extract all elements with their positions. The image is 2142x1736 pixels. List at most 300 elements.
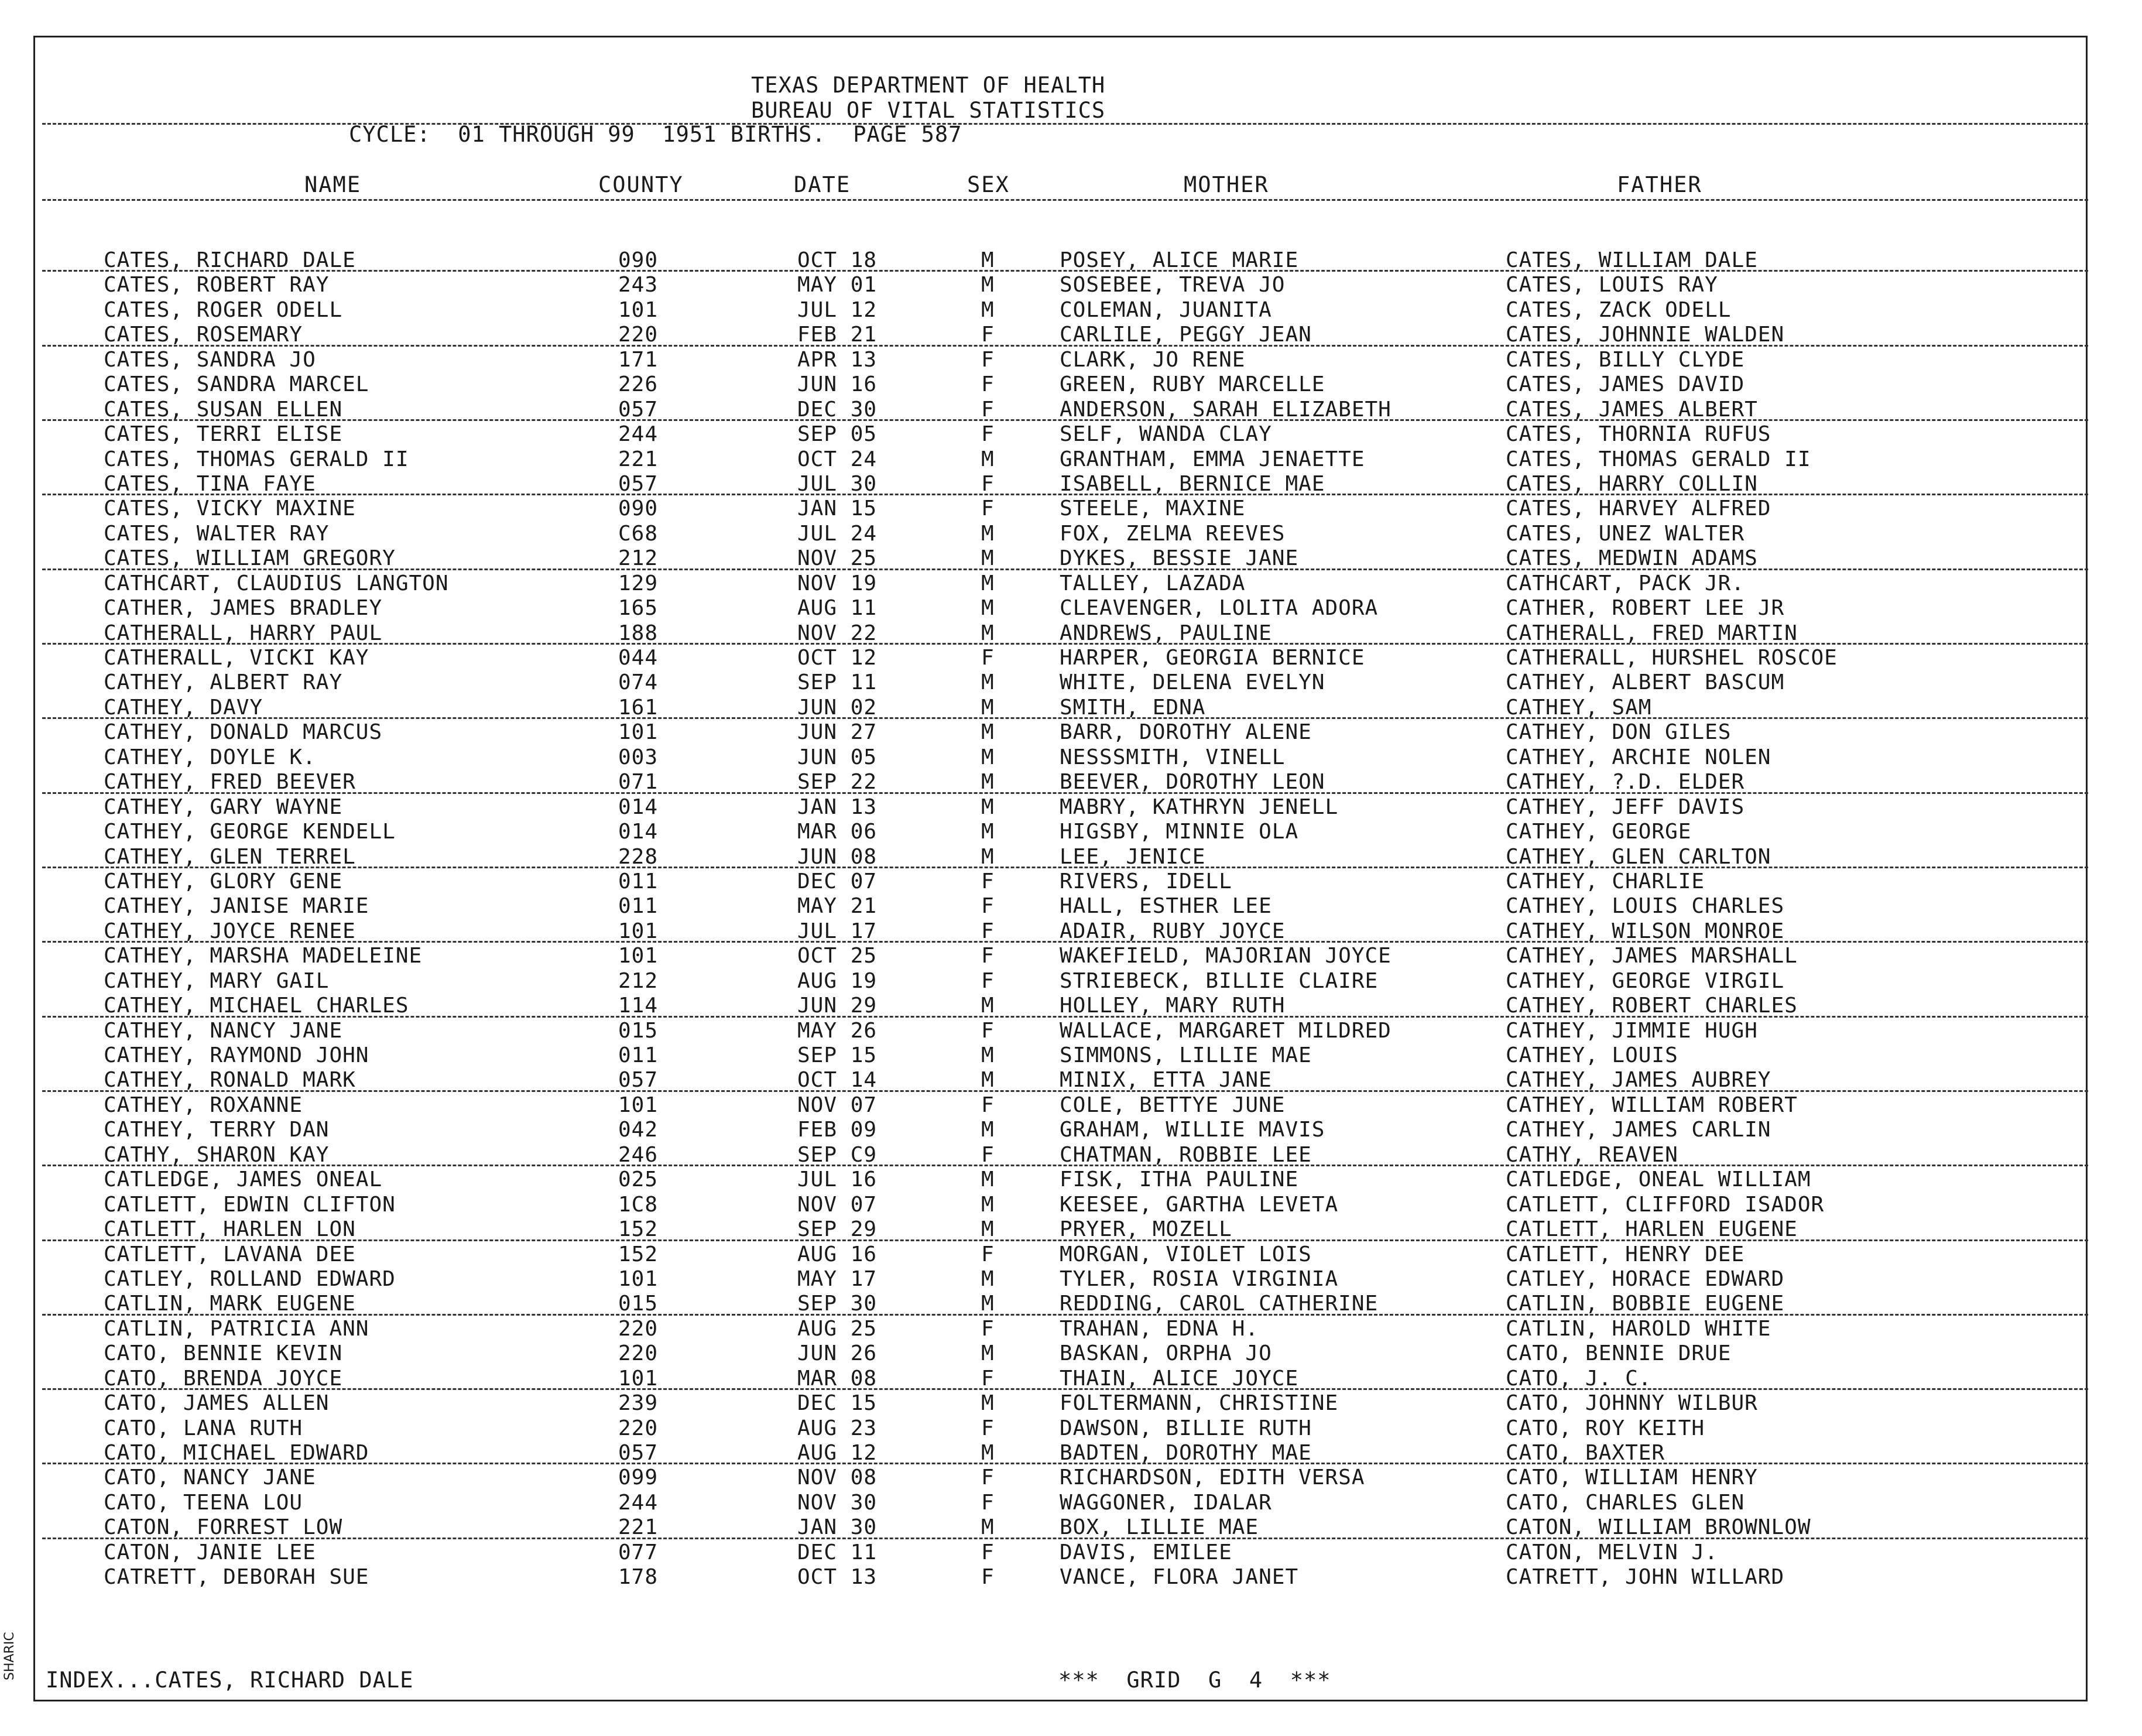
cell-sex: M: [981, 273, 995, 297]
cell-mother: BOX, LILLIE MAE: [1060, 1515, 1259, 1540]
cell-sex: M: [981, 297, 995, 322]
table-row: [0, 372, 2142, 397]
cell-father: CATHEY, JIMMIE HUGH: [1506, 1018, 1758, 1043]
cell-county: 057: [618, 1068, 659, 1093]
cell-county: 071: [618, 770, 659, 795]
cell-date: AUG 16: [797, 1242, 878, 1266]
cell-name: CATHEY, GEORGE KENDELL: [104, 820, 396, 844]
cell-name: CATHEY, MARY GAIL: [104, 968, 330, 993]
table-row: [0, 670, 2142, 695]
cell-sex: M: [981, 1292, 995, 1316]
table-row: [0, 919, 2142, 944]
cell-county: 161: [618, 695, 659, 720]
cell-date: OCT 13: [797, 1565, 878, 1590]
cell-county: 1C8: [618, 1192, 659, 1217]
column-header-name: NAME: [304, 172, 362, 197]
table-row: [0, 944, 2142, 968]
cell-name: CATO, TEENA LOU: [104, 1490, 303, 1515]
cell-mother: GREEN, RUBY MARCELLE: [1060, 372, 1325, 397]
table-row: [0, 1068, 2142, 1093]
cell-date: JUN 26: [797, 1341, 878, 1366]
cell-father: CATHEY, JAMES MARSHALL: [1506, 944, 1798, 968]
cell-father: CATES, HARVEY ALFRED: [1506, 497, 1771, 521]
cell-sex: M: [981, 720, 995, 745]
cell-name: CATES, WILLIAM GREGORY: [104, 546, 396, 571]
cell-sex: M: [981, 1515, 995, 1540]
table-row: [0, 1019, 2142, 1043]
cell-county: 011: [618, 894, 659, 919]
cell-mother: STEELE, MAXINE: [1060, 497, 1246, 521]
table-row: [0, 1466, 2142, 1490]
cell-name: CATLETT, EDWIN CLIFTON: [104, 1192, 396, 1217]
cell-name: CATRETT, DEBORAH SUE: [104, 1565, 369, 1590]
cell-county: 129: [618, 571, 659, 595]
cell-name: CATO, LANA RUTH: [104, 1416, 303, 1440]
cell-sex: F: [981, 422, 995, 447]
cell-county: 228: [618, 844, 659, 869]
cell-father: CATO, CHARLES GLEN: [1506, 1490, 1745, 1515]
cell-date: JAN 15: [797, 497, 878, 521]
cell-sex: F: [981, 869, 995, 893]
table-row: [0, 1441, 2142, 1466]
cell-county: 239: [618, 1391, 659, 1416]
cell-county: 114: [618, 994, 659, 1018]
cell-name: CATHEY, RONALD MARK: [104, 1068, 356, 1093]
cell-father: CATLIN, BOBBIE EUGENE: [1506, 1292, 1785, 1316]
cell-date: JUL 17: [797, 919, 878, 943]
cell-date: MAY 26: [797, 1018, 878, 1043]
cell-mother: COLE, BETTYE JUNE: [1060, 1093, 1286, 1117]
cell-mother: SELF, WANDA CLAY: [1060, 422, 1272, 447]
table-row: [0, 1167, 2142, 1192]
table-row: [0, 546, 2142, 571]
cell-name: CATHER, JAMES BRADLEY: [104, 596, 383, 621]
cell-date: AUG 11: [797, 596, 878, 621]
cell-mother: PRYER, MOZELL: [1060, 1217, 1232, 1242]
cell-county: 101: [618, 297, 659, 322]
cell-father: CATHEY, WILLIAM ROBERT: [1506, 1093, 1798, 1117]
cell-sex: F: [981, 323, 995, 347]
cell-sex: M: [981, 1118, 995, 1142]
cell-date: AUG 25: [797, 1316, 878, 1341]
cell-mother: ADAIR, RUBY JOYCE: [1060, 919, 1286, 943]
cell-name: CATHEY, ALBERT RAY: [104, 670, 343, 695]
cell-mother: ANDERSON, SARAH ELIZABETH: [1060, 397, 1392, 422]
cell-date: FEB 09: [797, 1118, 878, 1142]
cell-name: CATHEY, GARY WAYNE: [104, 795, 343, 819]
cell-father: CATLETT, HENRY DEE: [1506, 1242, 1745, 1266]
table-row: [0, 1491, 2142, 1515]
cell-father: CATO, ROY KEITH: [1506, 1416, 1705, 1440]
cell-sex: F: [981, 894, 995, 919]
cell-name: CATO, BRENDA JOYCE: [104, 1366, 343, 1391]
cell-sex: F: [981, 347, 995, 372]
cell-mother: BASKAN, ORPHA JO: [1060, 1341, 1272, 1366]
cell-mother: WAKEFIELD, MAJORIAN JOYCE: [1060, 944, 1392, 968]
cell-county: 057: [618, 1441, 659, 1465]
cell-sex: F: [981, 968, 995, 993]
cell-sex: M: [981, 1043, 995, 1067]
cell-mother: TRAHAN, EDNA H.: [1060, 1316, 1259, 1341]
cell-mother: DAWSON, BILLIE RUTH: [1060, 1416, 1312, 1440]
cell-father: CATHEY, LOUIS CHARLES: [1506, 894, 1785, 919]
cell-date: DEC 07: [797, 869, 878, 893]
cell-mother: RICHARDSON, EDITH VERSA: [1060, 1466, 1365, 1490]
cell-name: CATHEY, NANCY JANE: [104, 1018, 343, 1043]
cell-father: CATES, WILLIAM DALE: [1506, 248, 1758, 272]
cell-date: FEB 21: [797, 323, 878, 347]
cell-sex: M: [981, 447, 995, 471]
cell-sex: M: [981, 1391, 995, 1416]
column-header-date: DATE: [794, 172, 851, 197]
cell-date: SEP C9: [797, 1142, 878, 1167]
footer-index: INDEX...CATES, RICHARD DALE: [46, 1667, 414, 1693]
cell-name: CATHEY, TERRY DAN: [104, 1118, 330, 1142]
cell-name: CATLETT, HARLEN LON: [104, 1217, 356, 1242]
table-row: [0, 1391, 2142, 1416]
table-row: [0, 770, 2142, 795]
cell-father: CATHEY, JAMES AUBREY: [1506, 1068, 1771, 1093]
table-row: [0, 845, 2142, 869]
cell-name: CATES, TERRI ELISE: [104, 422, 343, 447]
table-row: [0, 596, 2142, 621]
cell-father: CATES, JAMES ALBERT: [1506, 397, 1758, 422]
table-row: [0, 248, 2142, 273]
cell-sex: M: [981, 571, 995, 595]
cell-sex: F: [981, 1142, 995, 1167]
cell-sex: M: [981, 621, 995, 645]
cell-father: CATO, JOHNNY WILBUR: [1506, 1391, 1758, 1416]
cell-sex: M: [981, 1441, 995, 1465]
cell-father: CATES, MEDWIN ADAMS: [1506, 546, 1758, 571]
cell-name: CATHEY, DOYLE K.: [104, 745, 316, 769]
cell-father: CATO, BENNIE DRUE: [1506, 1341, 1732, 1366]
table-row: [0, 398, 2142, 422]
cell-father: CATLIN, HAROLD WHITE: [1506, 1316, 1771, 1341]
cell-father: CATHEY, ?.D. ELDER: [1506, 770, 1745, 795]
cell-name: CATHCART, CLAUDIUS LANGTON: [104, 571, 449, 595]
cell-county: 220: [618, 1316, 659, 1341]
column-header-sex: SEX: [967, 172, 1010, 197]
cell-date: JUL 30: [797, 471, 878, 496]
cell-father: CATON, WILLIAM BROWNLOW: [1506, 1515, 1811, 1540]
cell-date: OCT 24: [797, 447, 878, 471]
cell-sex: M: [981, 521, 995, 546]
cell-date: NOV 19: [797, 571, 878, 595]
cell-father: CATO, BAXTER: [1506, 1441, 1665, 1465]
cell-county: 099: [618, 1466, 659, 1490]
cell-mother: REDDING, CAROL CATHERINE: [1060, 1292, 1379, 1316]
table-row: [0, 1317, 2142, 1341]
cell-mother: CLARK, JO RENE: [1060, 347, 1246, 372]
cell-sex: F: [981, 1316, 995, 1341]
cell-name: CATES, SANDRA JO: [104, 347, 316, 372]
cell-name: CATLIN, PATRICIA ANN: [104, 1316, 369, 1341]
table-row: [0, 497, 2142, 521]
cell-sex: F: [981, 497, 995, 521]
cell-name: CATHY, SHARON KAY: [104, 1142, 330, 1167]
cell-county: 025: [618, 1167, 659, 1192]
cell-sex: M: [981, 1167, 995, 1192]
cell-date: MAY 17: [797, 1266, 878, 1291]
cell-father: CATHEY, JAMES CARLIN: [1506, 1118, 1771, 1142]
cell-sex: F: [981, 1416, 995, 1440]
cell-father: CATHEY, ALBERT BASCUM: [1506, 670, 1785, 695]
cell-name: CATES, ROBERT RAY: [104, 273, 330, 297]
cell-sex: M: [981, 745, 995, 769]
cell-mother: LEE, JENICE: [1060, 844, 1206, 869]
cell-sex: M: [981, 1192, 995, 1217]
cell-name: CATON, FORREST LOW: [104, 1515, 343, 1540]
cell-county: 101: [618, 944, 659, 968]
cell-mother: BADTEN, DOROTHY MAE: [1060, 1441, 1312, 1465]
cell-mother: RIVERS, IDELL: [1060, 869, 1232, 893]
cell-father: CATLEY, HORACE EDWARD: [1506, 1266, 1785, 1291]
cell-sex: M: [981, 1068, 995, 1093]
cell-name: CATES, SUSAN ELLEN: [104, 397, 343, 422]
cell-sex: F: [981, 1093, 995, 1117]
cell-date: NOV 22: [797, 621, 878, 645]
cell-name: CATLETT, LAVANA DEE: [104, 1242, 356, 1266]
cell-sex: M: [981, 670, 995, 695]
cell-date: NOV 07: [797, 1192, 878, 1217]
cell-date: AUG 19: [797, 968, 878, 993]
cell-date: JUN 02: [797, 695, 878, 720]
column-header-divider: [42, 199, 2088, 201]
cell-mother: SOSEBEE, TREVA JO: [1060, 273, 1286, 297]
cell-mother: ANDREWS, PAULINE: [1060, 621, 1272, 645]
cell-father: CATHEY, ARCHIE NOLEN: [1506, 745, 1771, 769]
cell-date: JAN 13: [797, 795, 878, 819]
cell-mother: POSEY, ALICE MARIE: [1060, 248, 1299, 272]
table-row: [0, 1217, 2142, 1242]
cell-name: CATES, ROSEMARY: [104, 323, 303, 347]
cell-county: 090: [618, 497, 659, 521]
cell-date: NOV 07: [797, 1093, 878, 1117]
cell-date: SEP 05: [797, 422, 878, 447]
table-row: [0, 571, 2142, 596]
cell-date: SEP 22: [797, 770, 878, 795]
cell-sex: M: [981, 994, 995, 1018]
cell-name: CATHERALL, HARRY PAUL: [104, 621, 383, 645]
cell-county: 226: [618, 372, 659, 397]
cell-county: 220: [618, 1341, 659, 1366]
cell-county: 188: [618, 621, 659, 645]
footer-grid: *** GRID G 4 ***: [1058, 1667, 1331, 1693]
cell-name: CATHERALL, VICKI KAY: [104, 646, 369, 670]
cell-name: CATES, TINA FAYE: [104, 471, 316, 496]
cell-sex: M: [981, 248, 995, 272]
cell-father: CATLEDGE, ONEAL WILLIAM: [1506, 1167, 1811, 1192]
cell-mother: HOLLEY, MARY RUTH: [1060, 994, 1286, 1018]
table-row: [0, 1416, 2142, 1441]
cell-county: 011: [618, 869, 659, 893]
cell-county: 057: [618, 471, 659, 496]
cell-name: CATHEY, JOYCE RENEE: [104, 919, 356, 943]
cell-date: JUL 16: [797, 1167, 878, 1192]
cell-date: APR 13: [797, 347, 878, 372]
cell-county: 014: [618, 795, 659, 819]
cell-date: DEC 15: [797, 1391, 878, 1416]
cell-father: CATES, THORNIA RUFUS: [1506, 422, 1771, 447]
cell-county: 101: [618, 1266, 659, 1291]
cell-county: 152: [618, 1242, 659, 1266]
cell-father: CATES, JAMES DAVID: [1506, 372, 1745, 397]
side-label: SHARIC: [2, 1632, 17, 1680]
cell-mother: CHATMAN, ROBBIE LEE: [1060, 1142, 1312, 1167]
cell-county: 101: [618, 919, 659, 943]
cell-county: 165: [618, 596, 659, 621]
cell-county: 011: [618, 1043, 659, 1067]
cell-father: CATES, ZACK ODELL: [1506, 297, 1732, 322]
cell-father: CATES, HARRY COLLIN: [1506, 471, 1758, 496]
cell-mother: DYKES, BESSIE JANE: [1060, 546, 1299, 571]
cell-sex: F: [981, 1540, 995, 1564]
cell-date: MAR 06: [797, 820, 878, 844]
table-row: [0, 1565, 2142, 1590]
cell-mother: WALLACE, MARGARET MILDRED: [1060, 1018, 1392, 1043]
table-row: [0, 994, 2142, 1018]
cell-sex: M: [981, 596, 995, 621]
table-row: [0, 1267, 2142, 1292]
cell-name: CATHEY, FRED BEEVER: [104, 770, 356, 795]
cell-county: 244: [618, 422, 659, 447]
cell-mother: KEESEE, GARTHA LEVETA: [1060, 1192, 1339, 1217]
cell-mother: SIMMONS, LILLIE MAE: [1060, 1043, 1312, 1067]
cell-county: 101: [618, 720, 659, 745]
cell-name: CATLEDGE, JAMES ONEAL: [104, 1167, 383, 1192]
cell-sex: F: [981, 919, 995, 943]
cell-county: 101: [618, 1093, 659, 1117]
table-row: [0, 696, 2142, 720]
cell-sex: M: [981, 1341, 995, 1366]
cell-father: CATHEY, GLEN CARLTON: [1506, 844, 1771, 869]
cell-mother: MABRY, KATHRYN JENELL: [1060, 795, 1339, 819]
table-row: [0, 273, 2142, 297]
cell-date: MAY 01: [797, 273, 878, 297]
table-row: [0, 447, 2142, 472]
cell-sex: M: [981, 1217, 995, 1242]
cell-county: 057: [618, 397, 659, 422]
cell-name: CATHEY, JANISE MARIE: [104, 894, 369, 919]
cell-name: CATES, WALTER RAY: [104, 521, 330, 546]
table-row: [0, 969, 2142, 994]
cell-date: JUL 12: [797, 297, 878, 322]
cell-sex: M: [981, 546, 995, 571]
table-row: [0, 894, 2142, 919]
cell-sex: F: [981, 944, 995, 968]
cell-mother: TYLER, ROSIA VIRGINIA: [1060, 1266, 1339, 1291]
cell-mother: MINIX, ETTA JANE: [1060, 1068, 1272, 1093]
cell-sex: F: [981, 646, 995, 670]
cell-county: 090: [618, 248, 659, 272]
cell-county: 243: [618, 273, 659, 297]
table-row: [0, 422, 2142, 447]
page-title: TEXAS DEPARTMENT OF HEALTH: [751, 73, 1106, 98]
cell-date: SEP 29: [797, 1217, 878, 1242]
cell-name: CATON, JANIE LEE: [104, 1540, 316, 1564]
table-row: [0, 1143, 2142, 1167]
cell-date: OCT 14: [797, 1068, 878, 1093]
table-row: [0, 522, 2142, 546]
cell-date: SEP 30: [797, 1292, 878, 1316]
cell-mother: NESSSMITH, VINELL: [1060, 745, 1286, 769]
cell-father: CATHCART, PACK JR.: [1506, 571, 1745, 595]
cell-father: CATES, JOHNNIE WALDEN: [1506, 323, 1785, 347]
cell-date: JUN 05: [797, 745, 878, 769]
cell-date: NOV 30: [797, 1490, 878, 1515]
cell-name: CATO, MICHAEL EDWARD: [104, 1441, 369, 1465]
cell-mother: FISK, ITHA PAULINE: [1060, 1167, 1299, 1192]
cell-mother: GRAHAM, WILLIE MAVIS: [1060, 1118, 1325, 1142]
cell-father: CATRETT, JOHN WILLARD: [1506, 1565, 1785, 1590]
column-header-father: FATHER: [1617, 172, 1702, 197]
cell-name: CATO, NANCY JANE: [104, 1466, 316, 1490]
cell-mother: CARLILE, PEGGY JEAN: [1060, 323, 1312, 347]
cell-sex: F: [981, 471, 995, 496]
cell-date: JUL 24: [797, 521, 878, 546]
cell-mother: THAIN, ALICE JOYCE: [1060, 1366, 1299, 1391]
table-row: [0, 1341, 2142, 1366]
cell-county: 101: [618, 1366, 659, 1391]
cell-county: 003: [618, 745, 659, 769]
cell-sex: M: [981, 770, 995, 795]
cell-name: CATES, THOMAS GERALD II: [104, 447, 409, 471]
cell-name: CATHEY, DONALD MARCUS: [104, 720, 383, 745]
cell-father: CATES, BILLY CLYDE: [1506, 347, 1745, 372]
cell-name: CATHEY, MARSHA MADELEINE: [104, 944, 423, 968]
cell-date: AUG 12: [797, 1441, 878, 1465]
cell-father: CATHEY, WILSON MONROE: [1506, 919, 1785, 943]
cell-date: MAR 08: [797, 1366, 878, 1391]
cell-mother: SMITH, EDNA: [1060, 695, 1206, 720]
table-row: [0, 1043, 2142, 1068]
column-header-county: COUNTY: [598, 172, 684, 197]
cell-father: CATLETT, CLIFFORD ISADOR: [1506, 1192, 1825, 1217]
table-row: [0, 720, 2142, 745]
table-row: [0, 472, 2142, 497]
cell-name: CATES, VICKY MAXINE: [104, 497, 356, 521]
cell-sex: F: [981, 1490, 995, 1515]
table-row: [0, 298, 2142, 323]
cell-county: 244: [618, 1490, 659, 1515]
table-row: [0, 1118, 2142, 1142]
cell-name: CATHEY, GLEN TERREL: [104, 844, 356, 869]
cell-sex: M: [981, 795, 995, 819]
cell-father: CATLETT, HARLEN EUGENE: [1506, 1217, 1798, 1242]
cell-father: CATHEY, DON GILES: [1506, 720, 1732, 745]
cell-county: 171: [618, 347, 659, 372]
cell-father: CATES, UNEZ WALTER: [1506, 521, 1745, 546]
cell-mother: COLEMAN, JUANITA: [1060, 297, 1272, 322]
cell-county: 220: [618, 323, 659, 347]
records-table: [0, 248, 2142, 1590]
table-row: [0, 869, 2142, 894]
cell-father: CATHEY, GEORGE VIRGIL: [1506, 968, 1785, 993]
cell-date: AUG 23: [797, 1416, 878, 1440]
cell-name: CATLIN, MARK EUGENE: [104, 1292, 356, 1316]
cell-mother: HARPER, GEORGIA BERNICE: [1060, 646, 1365, 670]
cell-father: CATES, LOUIS RAY: [1506, 273, 1718, 297]
cell-sex: F: [981, 1242, 995, 1266]
cell-name: CATHEY, GLORY GENE: [104, 869, 343, 893]
cell-county: 074: [618, 670, 659, 695]
cell-mother: HIGSBY, MINNIE OLA: [1060, 820, 1299, 844]
table-row: [0, 1292, 2142, 1316]
cell-date: DEC 30: [797, 397, 878, 422]
cell-mother: ISABELL, BERNICE MAE: [1060, 471, 1325, 496]
table-row: [0, 621, 2142, 646]
